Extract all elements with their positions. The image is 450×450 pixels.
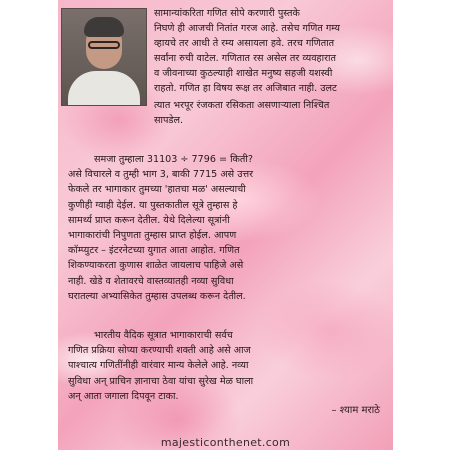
text-line: असे विचारले व तुम्ही भाग 3, बाकी 7715 असे उत्तर	[68, 169, 254, 181]
author-photo-shirt	[68, 71, 140, 106]
text-line: सामान्यांकरिता गणित सोपे करणारी पुस्तके	[154, 8, 300, 19]
text-line: गणित प्रक्रिया सोप्या करण्याची शक्ती आहे असे आज	[68, 345, 251, 357]
text-line: सामर्थ्य प्राप्त करून देतील. येथे दिलेल्या सूत्रांनी	[68, 214, 230, 226]
text-line: भागाकारांची निपुणता तुम्हास प्राप्त होईल. आपण	[68, 230, 237, 242]
text-line: सुविधा अन् प्राचिन ज्ञानाचा ठेवा यांचा सुरेख मेळ घाला	[68, 375, 254, 387]
blurb-paragraph-3	[68, 328, 390, 404]
author-signature: – श्याम मराठे	[331, 405, 380, 416]
text-line: व जीवनाच्या कुठल्याही शाखेत मनुष्य सहजी यशस्वी	[154, 68, 333, 79]
text-line: निघणे ही आजची नितांत गरज आहे. तसेच गणित गम्य	[154, 23, 340, 34]
author-photo-hair	[84, 17, 124, 37]
publisher-website[interactable]: majesticonthenet.com	[160, 436, 291, 449]
blurb-paragraph-1-bottom	[154, 98, 390, 128]
text-line: त्यात भरपूर रंजकता रसिकता असणाऱ्याला निश्चित	[154, 100, 330, 111]
blurb-paragraph-1-top	[154, 6, 390, 96]
author-photo-glasses	[88, 41, 120, 49]
text-line: भारतीय वैदिक सूत्रात भागाकाराची सर्वच	[94, 330, 233, 341]
text-line: पाश्चात्य गणितींनीही वारंवार मान्य केलेले आहे. नव्या	[68, 360, 249, 372]
text-line: नाही. खेडे व शेतावरचे वास्तव्यातही नव्या सुविधा	[68, 275, 234, 287]
text-line: कॉम्प्युटर – इंटरनेटच्या युगात आता आहोत. गणित	[68, 245, 240, 257]
author-photo	[61, 8, 147, 106]
text-line: समजा तुम्हाला 31103 ÷ 7796 = किती?	[94, 154, 253, 165]
text-line: अन् आता जगाला दिपवून टाका.	[68, 390, 179, 402]
text-line: कुणीही ग्वाही देईल. या पुस्तकातील सूत्रे तुम्हास हे	[68, 199, 238, 211]
text-line: शिकण्याकरता कुणास शाळेत जायलाच पाहिजे असे	[68, 260, 244, 272]
text-line: राहतो. गणित हा विषय रूक्ष तर अजिबात नाही. उलट	[154, 83, 337, 94]
blurb-paragraph-2	[68, 152, 390, 304]
text-line: सापडेल.	[154, 115, 184, 126]
book-back-cover	[58, 0, 393, 450]
text-line: सर्वांना रुची वाटेल. गणितात रस असेल तर व्यवहारात	[154, 53, 336, 64]
text-line: घरातल्या अभ्यासिकेत तुम्हास उपलब्ध करून देतील.	[68, 290, 246, 302]
text-line: फेकले तर भागाकार तुमच्या 'हातचा मळ' असल्याची	[68, 184, 246, 196]
text-line: व्हायचे तर आधी ते रम्य असायला हवे. तरच गणितात	[154, 38, 335, 49]
